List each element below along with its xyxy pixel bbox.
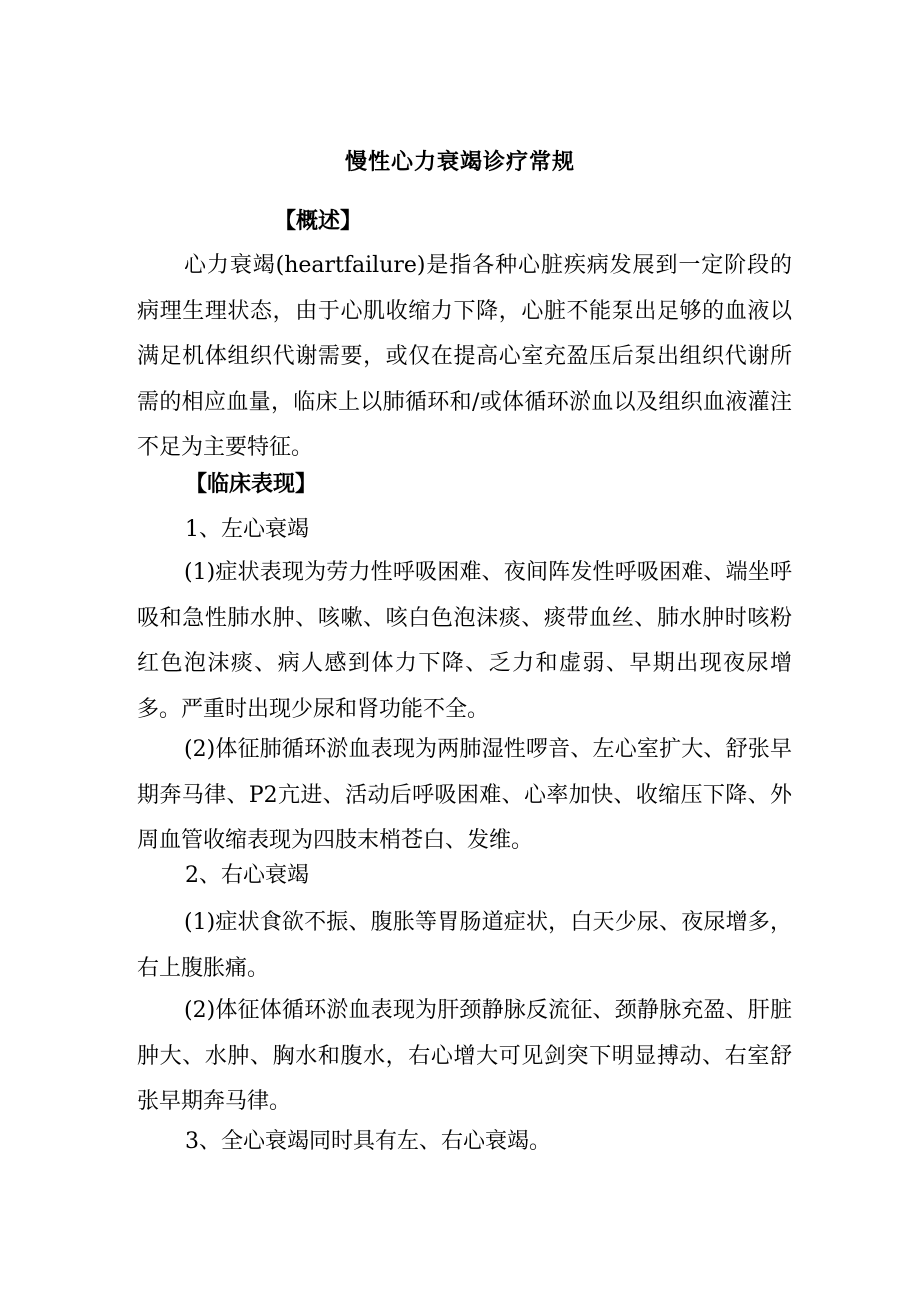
left-signs-paragraph: (2)体征肺循环淤血表现为两肺湿性啰音、左心室扩大、舒张早期奔马律、P2亢进、活动后呼吸困难、心率加快、收缩压下降、外周血管收缩表现为四肢末梢苍白、发维。 xyxy=(137,737,792,853)
left-symptoms-paragraph: (1)症状表现为劳力性呼吸困难、夜间阵发性呼吸困难、端坐呼吸和急性肺水肿、咳嗽、咳白色泡沫痰、痰带血丝、肺水肿时咳粉红色泡沫痰、病人感到体力下降、乏力和虚弱、早期出现夜尿增多。严重时出现少尿和肾功能不全。 xyxy=(137,560,792,722)
overview-heading: 【概述】 xyxy=(274,208,363,234)
clinical-heading: 【临床表现】 xyxy=(185,471,318,497)
right-heart-failure-heading: 2、右心衰竭 xyxy=(185,863,309,888)
whole-heart-failure-line: 3、全心衰竭同时具有左、右心衰竭。 xyxy=(185,1129,551,1154)
overview-paragraph: 心力衰竭(heartfailure)是指各种心脏疾病发展到一定阶段的病理生理状态，由于心肌收缩力下降，心脏不能泵出足够的血液以满足机体组织代谢需要，或仅在提高心室充盈压后泵出组织代谢所需的相应血量，临床上以肺循环和/或体循环淤血以及组织血液灌注不足为主要特征。 xyxy=(137,253,792,460)
right-symptoms-paragraph: (1)症状食欲不振、腹胀等胃肠道症状，白天少尿、夜尿增多，右上腹胀痛。 xyxy=(137,910,792,981)
page-title: 慢性心力衰竭诊疗常规 xyxy=(344,149,575,175)
right-signs-paragraph: (2)体征体循环淤血表现为肝颈静脉反流征、颈静脉充盈、肝脏肿大、水肿、胸水和腹水，右心增大可见剑突下明显搏动、右室舒张早期奔马律。 xyxy=(137,998,792,1114)
left-heart-failure-heading: 1、左心衰竭 xyxy=(185,517,309,542)
